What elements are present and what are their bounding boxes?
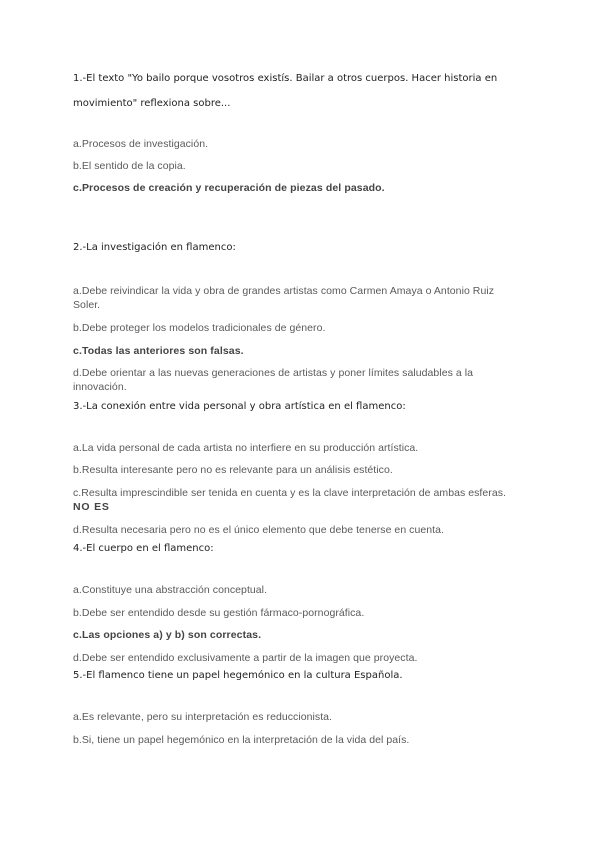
question-3-option-c: c.Resulta imprescindible ser tenida en cuenta y es la clave interpretación de ambas esferas. [73,487,506,499]
question-2-option-c-answer: c.Todas las anteriores son falsas. [73,345,244,357]
question-5-option-b: b.Si, tiene un papel hegemónico en la interpretación de la vida del país. [73,734,410,746]
question-4-option-c-answer: c.Las opciones a) y b) son correctas. [73,629,262,641]
question-1-text-line-1: 1.-El texto "Yo bailo porque vosotros existís. Bailar a otros cuerpos. Hacer historia en [73,73,498,84]
question-3-option-d: d.Resulta necesaria pero no es el único elemento que debe tenerse en cuenta. [73,524,444,536]
question-2-text: 2.-La investigación en flamenco: [73,242,236,253]
question-4-text: 4.-El cuerpo en el flamenco: [73,543,214,554]
question-1-text-line-2: movimiento" reflexiona sobre... [73,98,231,109]
question-1-option-b: b.El sentido de la copia. [73,160,186,172]
question-2-option-a-line-1: a.Debe reivindicar la vida y obra de grandes artistas como Carmen Amaya o Antonio Ruiz [73,285,495,297]
question-3-option-c-note: NO ES [73,501,110,513]
question-5-option-a: a.Es relevante, pero su interpretación es reduccionista. [73,711,333,723]
question-3-option-b: b.Resulta interesante pero no es relevante para un análisis estético. [73,464,393,476]
question-1-option-a: a.Procesos de investigación. [73,138,209,150]
question-2-option-b: b.Debe proteger los modelos tradicionales de género. [73,322,326,334]
question-2-option-a-line-2: Soler. [73,299,101,311]
question-3-text: 3.-La conexión entre vida personal y obra artística en el flamenco: [73,401,406,412]
question-4-option-b: b.Debe ser entendido desde su gestión fármaco-pornográfica. [73,607,365,619]
question-3-option-a: a.La vida personal de cada artista no interfiere en su producción artística. [73,442,419,454]
question-4-option-d: d.Debe ser entendido exclusivamente a partir de la imagen que proyecta. [73,652,418,664]
question-2-option-d-line-1: d.Debe orientar a las nuevas generaciones de artistas y poner límites saludables a la [73,367,473,379]
question-1-option-c-answer: c.Procesos de creación y recuperación de piezas del pasado. [73,182,385,194]
question-2-option-d-line-2: innovación. [73,381,127,393]
question-4-option-a: a.Constituye una abstracción conceptual. [73,584,268,596]
question-5-text: 5.-El flamenco tiene un papel hegemónico en la cultura Española. [73,670,403,681]
